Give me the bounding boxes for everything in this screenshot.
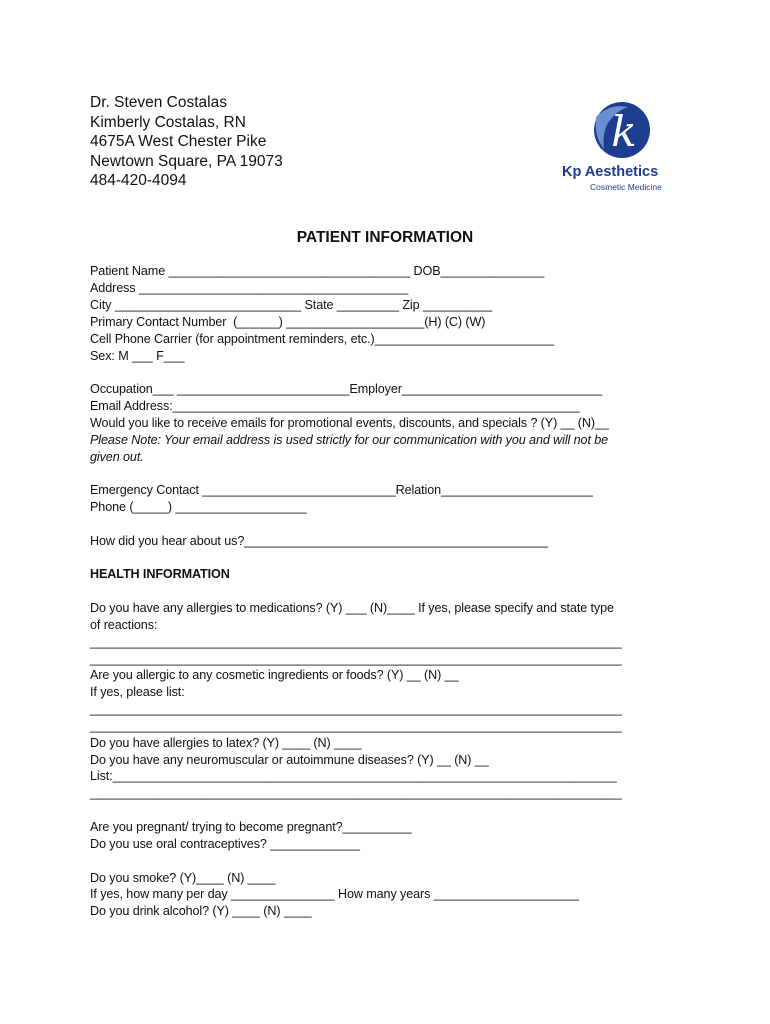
blank-answer-line[interactable]: _____________________________________________________________________________ xyxy=(90,719,622,733)
diseases-list-field[interactable]: List:_________________________________________________________________________ xyxy=(90,769,617,783)
city-state-zip: Newtown Square, PA 19073 xyxy=(90,152,283,170)
emergency-contact-field[interactable]: Emergency Contact ____________________________Relation______________________ xyxy=(90,483,593,497)
medication-allergy-question[interactable]: Do you have any allergies to medications? (Y) ___ (N)____ If yes, please specify and state type xyxy=(90,601,614,615)
kp-aesthetics-logo xyxy=(558,97,688,197)
alcohol-question[interactable]: Do you drink alcohol? (Y) ____ (N) ____ xyxy=(90,904,312,918)
email-note-line-1: Please Note: Your email address is used strictly for our communication with you and will not be xyxy=(90,433,609,447)
referral-source-field[interactable]: How did you hear about us?____________________________________________ xyxy=(90,534,549,548)
address-field[interactable]: Address _______________________________________ xyxy=(90,281,409,295)
svg-text:k: k xyxy=(611,107,637,156)
logo-tagline: Cosmetic Medicine xyxy=(590,182,662,192)
latex-allergy-question[interactable]: Do you have allergies to latex? (Y) ____ (N) ____ xyxy=(90,736,362,750)
promo-emails-question[interactable]: Would you like to receive emails for promotional events, discounts, and specials ? (Y) __ (N)__ xyxy=(90,416,609,430)
medication-allergy-question-cont: of reactions: xyxy=(90,618,158,632)
occupation-employer-field[interactable]: Occupation___ _________________________Employer_____________________________ xyxy=(90,382,603,396)
nurse-name: Kimberly Costalas, RN xyxy=(90,113,246,131)
practice-contact-block xyxy=(90,93,283,191)
emergency-phone-field[interactable]: Phone (_____) ___________________ xyxy=(90,500,307,514)
blank-answer-line[interactable]: _____________________________________________________________________________ xyxy=(90,652,622,666)
neuromuscular-question[interactable]: Do you have any neuromuscular or autoimmune diseases? (Y) __ (N) __ xyxy=(90,753,489,767)
doctor-name: Dr. Steven Costalas xyxy=(90,94,227,111)
if-yes-list-label: If yes, please list: xyxy=(90,685,185,699)
city-state-zip-field[interactable]: City ___________________________ State _________ Zip __________ xyxy=(90,298,492,312)
cell-carrier-field[interactable]: Cell Phone Carrier (for appointment reminders, etc.)__________________________ xyxy=(90,332,555,346)
smoking-amount-field[interactable]: If yes, how many per day _______________ How many years _____________________ xyxy=(90,887,579,901)
blank-answer-line[interactable]: _____________________________________________________________________________ xyxy=(90,635,622,649)
pregnancy-question[interactable]: Are you pregnant/ trying to become pregnant?__________ xyxy=(90,820,412,834)
sex-field[interactable]: Sex: M ___ F___ xyxy=(90,349,185,363)
street-address: 4675A West Chester Pike xyxy=(90,133,267,150)
smoking-question[interactable]: Do you smoke? (Y)____ (N) ____ xyxy=(90,871,276,885)
logo-emblem-icon xyxy=(558,97,688,163)
primary-contact-field[interactable]: Primary Contact Number (______) ____________________(H) (C) (W) xyxy=(90,315,486,329)
blank-answer-line[interactable]: _____________________________________________________________________________ xyxy=(90,786,622,800)
form-title: PATIENT INFORMATION xyxy=(296,229,474,246)
email-note-line-2: given out. xyxy=(90,450,144,464)
oral-contraceptives-question[interactable]: Do you use oral contraceptives? _____________ xyxy=(90,837,360,851)
blank-answer-line[interactable]: _____________________________________________________________________________ xyxy=(90,702,622,716)
logo-brand-name: Kp Aesthetics xyxy=(562,164,659,180)
health-info-heading: HEALTH INFORMATION xyxy=(90,567,230,581)
patient-name-dob-field[interactable]: Patient Name ___________________________________ DOB_______________ xyxy=(90,264,545,278)
email-field[interactable]: Email Address:___________________________________________________________ xyxy=(90,399,580,413)
phone-number: 484-420-4094 xyxy=(90,172,187,189)
cosmetic-allergy-question[interactable]: Are you allergic to any cosmetic ingredients or foods? (Y) __ (N) __ xyxy=(90,668,459,682)
